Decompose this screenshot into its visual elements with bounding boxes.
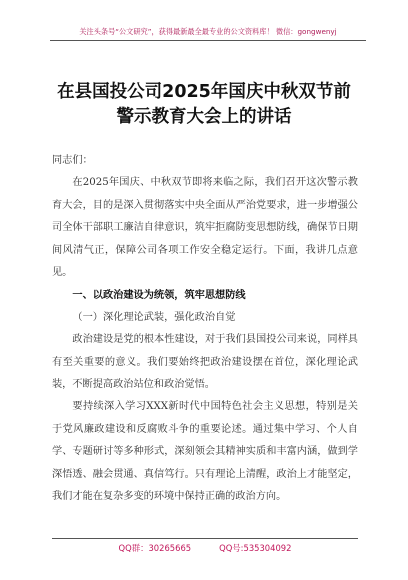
body-paragraph-1: 政治建设是党的根本性建设，对于我们县国投公司来说，同样具有至关重要的意义。我们要始终把政治建设摆在首位，深化理论武装，不断提高政治站位和政治觉悟。 — [52, 334, 358, 391]
document-body — [52, 150, 358, 509]
section-heading: 一、以政治建设为统领，筑牢思想防线 — [72, 289, 246, 302]
page-footer — [52, 538, 358, 554]
document-title — [40, 80, 368, 130]
salutation: 同志们： — [52, 155, 93, 166]
intro-paragraph: 在2025年国庆、中秋双节即将来临之际，我们召开这次警示教育大会，目的是深入贯彻落实中央全面从严治党要求，进一步增强公司全体干部职工廉洁自律意识，筑牢拒腐防变思想防线，确保节日期间风清气正，保障公司各项工作安全稳定运行。下面，我讲几点意见。 — [52, 177, 358, 279]
footer-qq-group: QQ群：30265665 — [118, 543, 192, 553]
footer-qq-number: QQ号:535304092 — [219, 543, 292, 553]
body-paragraph-2: 要持续深入学习XXX新时代中国特色社会主义思想，特别是关于党风廉政建设和反腐败斗争的重要论述。通过集中学习、个人自学、专题研讨等多种形式，深刻领会其精神实质和丰富内涵，做到学深悟透、融会贯通、真信笃行。只有理论上清醒，政治上才能坚定，我们才能在复杂多变的环境中保持正确的政治方向。 — [52, 401, 358, 503]
title-line-1: 在县国投公司2025年国庆中秋双节前 — [57, 82, 351, 102]
title-line-2: 警示教育大会上的讲话 — [116, 107, 292, 127]
page-header — [50, 18, 366, 41]
header-promo-text: 关注头条号“公文研究”，获得最新最全最专业的公文资料库！ 微信：gongwenyj — [79, 27, 337, 36]
subsection-heading: （一）深化理论武装，强化政治自觉 — [72, 311, 236, 323]
